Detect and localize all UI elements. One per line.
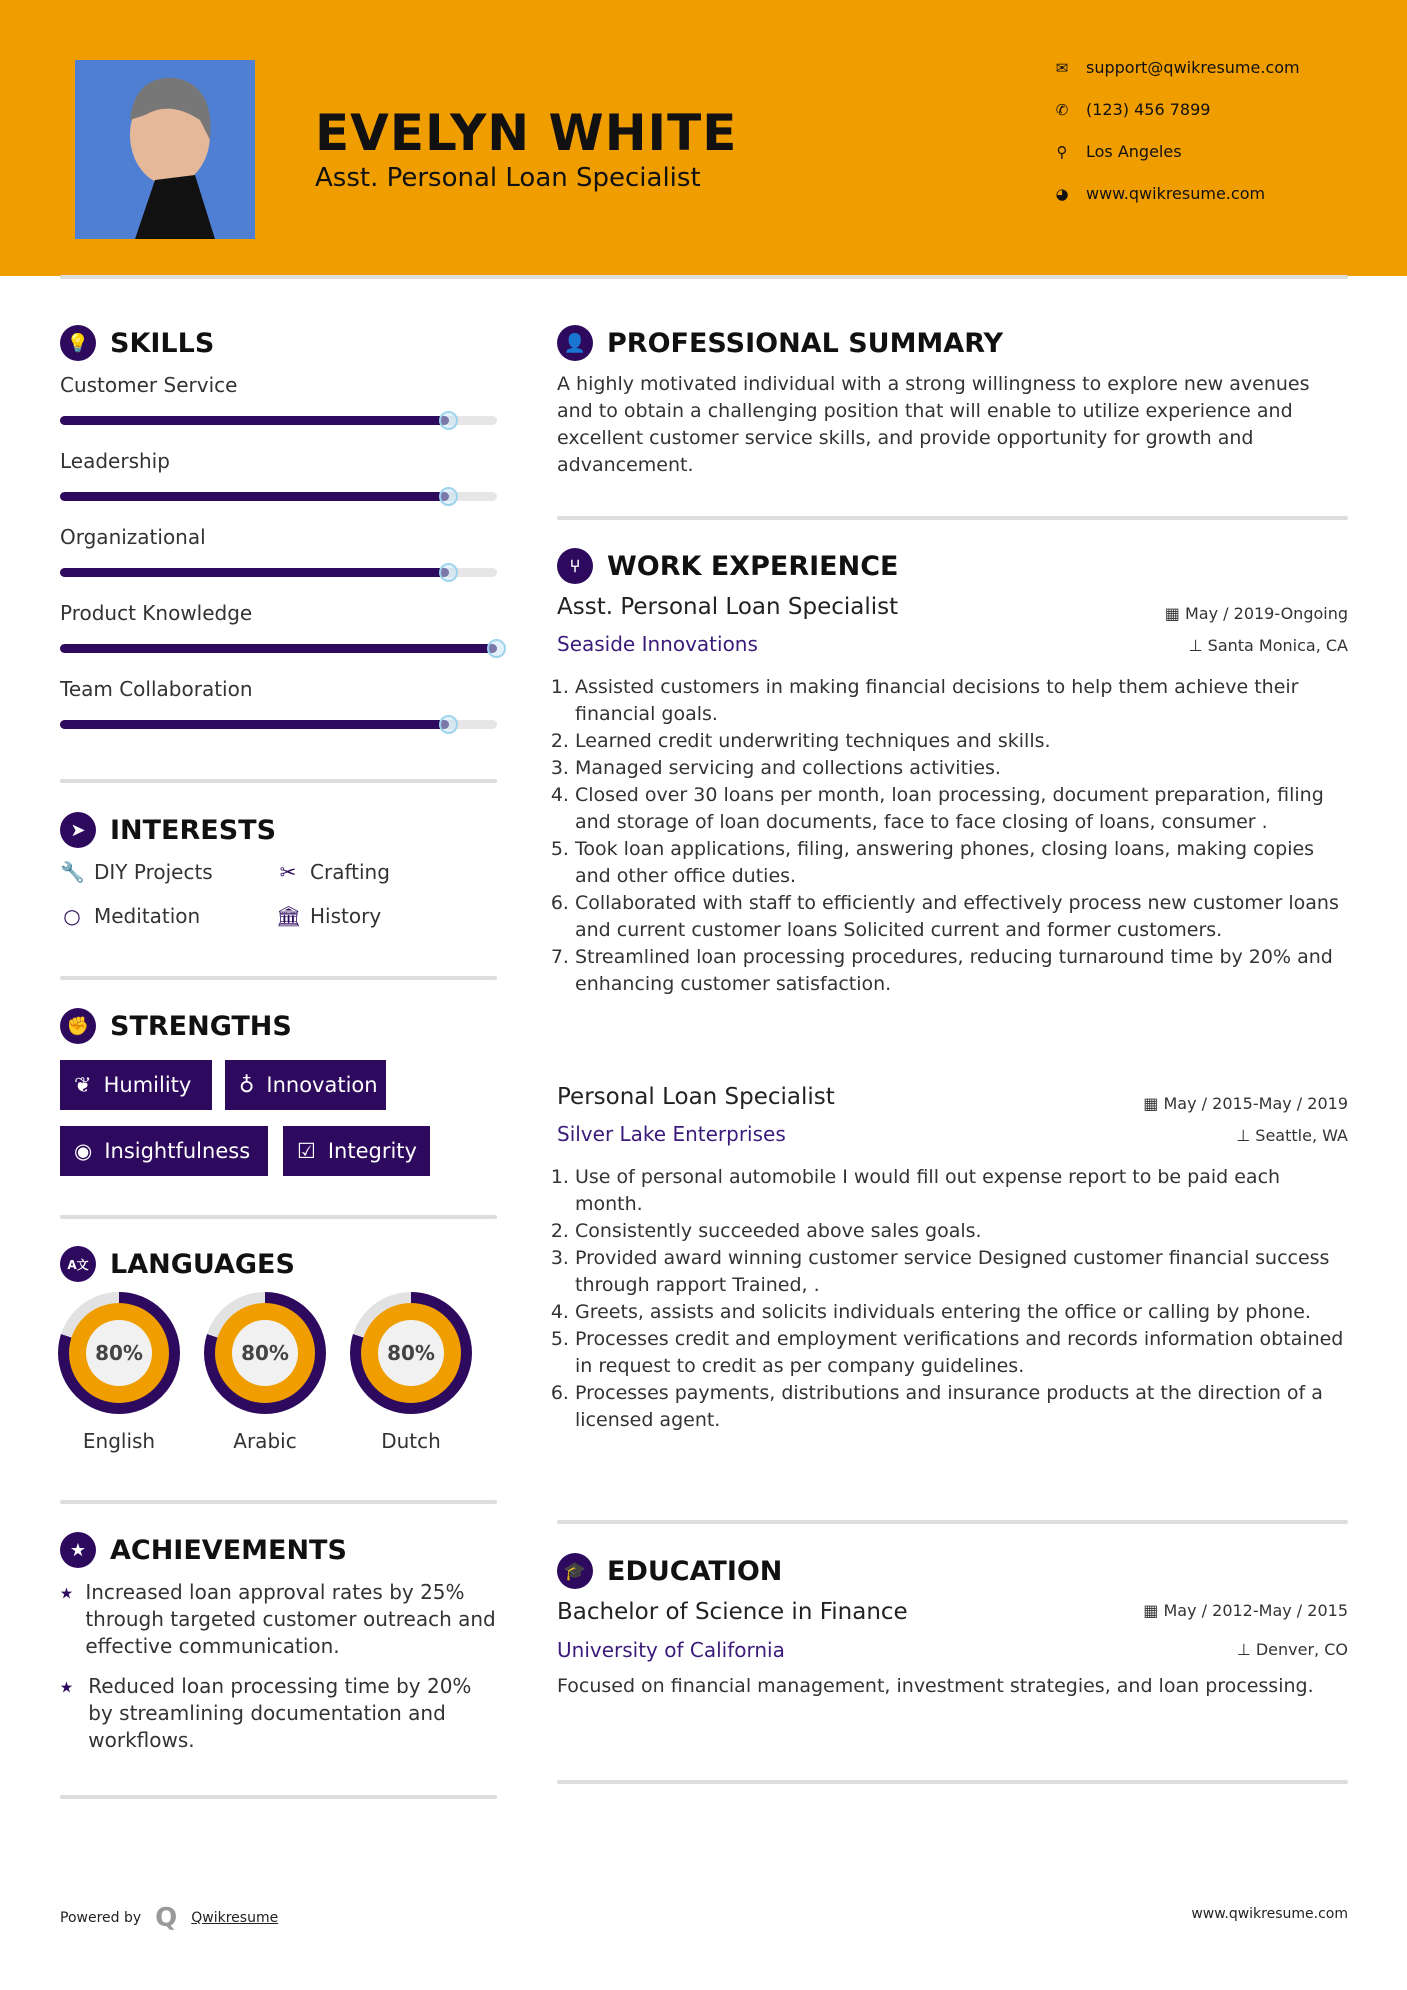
fist-icon: ✊: [60, 1008, 96, 1044]
date-text: May / 2015-May / 2019: [1163, 1094, 1348, 1113]
graduate-icon: 🎓: [557, 1553, 593, 1589]
divider: [60, 779, 497, 783]
skill-bar-fill: [60, 720, 449, 729]
tag-label: Insightfulness: [104, 1139, 251, 1163]
contact-website[interactable]: [1052, 184, 1265, 203]
strength-tag: [60, 1060, 212, 1110]
skill-bar-fill: [60, 644, 497, 653]
map-marker-icon: ⚲: [1056, 142, 1068, 161]
heading-text: STRENGTHS: [110, 1010, 292, 1042]
eye-icon: ◉: [74, 1139, 93, 1163]
language-percent: 80%: [378, 1320, 444, 1386]
job-bullet: 5. Processes credit and employment verifications and records information obtained in request to credit as per company guidelines.: [575, 1326, 1348, 1380]
user-icon: 👤: [557, 325, 593, 361]
divider: [60, 976, 497, 980]
language-name: Dutch: [381, 1429, 441, 1453]
divider: [60, 1795, 497, 1799]
checkbox-icon: ☑: [297, 1139, 316, 1163]
candidate-title: Asst. Personal Loan Specialist: [315, 163, 701, 193]
interest-label: History: [310, 904, 382, 928]
pushpin-icon: ⊥: [1236, 1640, 1256, 1659]
divider: [557, 1780, 1348, 1784]
skill-bar: [60, 644, 497, 653]
education-date: [1143, 1601, 1348, 1620]
strength-tag: [283, 1126, 430, 1176]
job-bullet: 3. Managed servicing and collections activities.: [575, 755, 1348, 782]
skill-bar: [60, 568, 497, 577]
skill-label: Team Collaboration: [60, 677, 253, 701]
education-text: Focused on financial management, investment strategies, and loan processing.: [557, 1675, 1314, 1697]
achievement-item: [60, 1579, 500, 1660]
job-bullet: 5. Took loan applications, filing, answering phones, closing loans, making copies and other office duties.: [575, 836, 1348, 890]
skill-bar-knob: [439, 411, 458, 430]
skill-bar: [60, 720, 497, 729]
education-location: [1237, 1640, 1348, 1659]
degree: Bachelor of Science in Finance: [557, 1599, 908, 1625]
tag-label: Humility: [103, 1073, 192, 1097]
heading-text: LANGUAGES: [110, 1248, 295, 1280]
job-bullets: [557, 1164, 1348, 1434]
skill-bar-knob: [439, 487, 458, 506]
achievement-item: [60, 1673, 500, 1754]
interest-item: [60, 904, 200, 928]
job-bullet: 7. Streamlined loan processing procedures, reducing turnaround time by 20% and enhancing customer satisfaction.: [575, 944, 1348, 998]
achievements-heading: [60, 1532, 347, 1568]
skill-label: Organizational: [60, 525, 206, 549]
skill-bar: [60, 492, 497, 501]
contact-email[interactable]: [1052, 58, 1300, 77]
stars-icon: ⭑: [60, 1672, 73, 1700]
location-text: Denver, CO: [1255, 1640, 1348, 1659]
pushpin-icon: ⊥: [1188, 636, 1208, 655]
profile-photo: [75, 60, 255, 239]
language-percent: 80%: [232, 1320, 298, 1386]
strengths-heading: [60, 1008, 292, 1044]
paper-plane-icon: ➤: [60, 812, 96, 848]
job-bullet: 3. Provided award winning customer service Designed customer financial success through rapport Trained, .: [575, 1245, 1348, 1299]
languages-heading: [60, 1246, 295, 1282]
job-bullet: 2. Consistently succeeded above sales goals.: [575, 1218, 1348, 1245]
candidate-name: EVELYN WHITE: [315, 104, 738, 162]
language-name: Arabic: [233, 1429, 297, 1453]
job-bullet: 4. Greets, assists and solicits individuals entering the office or calling by phone.: [575, 1299, 1348, 1326]
language-donut: [58, 1292, 180, 1414]
job-bullet: 4. Closed over 30 loans per month, loan processing, document preparation, filing and storage of loan documents, face to face closing of loans, consumer .: [575, 782, 1348, 836]
skill-bar-knob: [487, 639, 506, 658]
divider: [60, 1215, 497, 1219]
interest-item: [60, 860, 213, 884]
language-percent: 80%: [86, 1320, 152, 1386]
lightbulb-icon: 💡: [60, 325, 96, 361]
work-heading: [557, 548, 898, 584]
tag-label: Innovation: [266, 1073, 378, 1097]
skill-bar-fill: [60, 416, 449, 425]
school: University of California: [557, 1638, 785, 1662]
date-text: May / 2019-Ongoing: [1185, 604, 1348, 623]
lightbulb-icon: ♁: [239, 1073, 255, 1097]
tag-label: Integrity: [327, 1139, 417, 1163]
star-badge-icon: ★: [60, 1532, 96, 1568]
skill-label: Customer Service: [60, 373, 238, 397]
calendar-icon: ▦: [1143, 1094, 1164, 1113]
job-title: Personal Loan Specialist: [557, 1084, 835, 1110]
contact-text: (123) 456 7899: [1086, 100, 1211, 119]
skill-label: Product Knowledge: [60, 601, 253, 625]
heading-text: WORK EXPERIENCE: [607, 550, 899, 582]
divider: [60, 1500, 497, 1504]
strength-tag: [225, 1060, 386, 1110]
heading-text: INTERESTS: [110, 814, 277, 846]
job-date: [1165, 604, 1348, 623]
achievement-text: Reduced loan processing time by 20% by streamlining documentation and workflows.: [88, 1674, 472, 1752]
interests-heading: [60, 812, 276, 848]
brand-link[interactable]: Qwikresume: [191, 1910, 279, 1926]
job-bullet: 1. Use of personal automobile I would fill out expense report to be paid each month.: [575, 1164, 1348, 1218]
interest-label: Crafting: [310, 860, 390, 884]
interest-label: DIY Projects: [94, 860, 213, 884]
interest-item: [276, 904, 381, 928]
contact-text: Los Angeles: [1086, 142, 1182, 161]
skill-bar-knob: [439, 715, 458, 734]
office-chair-icon: ⑂: [557, 548, 593, 584]
job-location: [1236, 1126, 1348, 1145]
contact-phone: [1052, 100, 1210, 119]
job-bullet: 1. Assisted customers in making financial decisions to help them achieve their financial goals.: [575, 674, 1348, 728]
translate-icon: A文: [60, 1246, 96, 1282]
summary-text: A highly motivated individual with a strong willingness to explore new avenues and to obtain a challenging position that will enable to utilize experience and excellent customer service skills, and provide opportunity for growth and advancement.: [557, 373, 1310, 476]
job-bullet: 6. Processes payments, distributions and insurance products at the direction of a licensed agent.: [575, 1380, 1348, 1434]
language-donut: [204, 1292, 326, 1414]
skill-bar: [60, 416, 497, 425]
stars-icon: ⭑: [60, 1578, 73, 1606]
wrench-icon: 🔧: [60, 860, 85, 884]
circle-icon: ○: [63, 904, 81, 928]
bank-icon: 🏛: [276, 904, 302, 928]
interest-label: Meditation: [94, 904, 201, 928]
globe-icon: ◕: [1055, 184, 1069, 203]
job-bullets: [557, 674, 1348, 998]
interest-item: [276, 860, 390, 884]
job-title: Asst. Personal Loan Specialist: [557, 594, 899, 620]
job-date: [1143, 1094, 1348, 1113]
location-text: Santa Monica, CA: [1207, 636, 1348, 655]
contact-text: www.qwikresume.com: [1086, 184, 1266, 203]
calendar-icon: ▦: [1164, 604, 1185, 623]
powered-by-text: Powered by: [60, 1910, 142, 1926]
leaf-icon: ❦: [74, 1073, 92, 1097]
skill-bar-fill: [60, 568, 449, 577]
heading-text: EDUCATION: [607, 1555, 783, 1587]
heading-text: SKILLS: [110, 327, 215, 359]
job-bullet: 2. Learned credit underwriting techniques and skills.: [575, 728, 1348, 755]
pushpin-icon: ⊥: [1236, 1126, 1256, 1145]
divider: [557, 516, 1348, 520]
job-location: [1189, 636, 1348, 655]
calendar-icon: ▦: [1143, 1601, 1164, 1620]
divider: [557, 1520, 1348, 1524]
achievement-text: Increased loan approval rates by 25% through targeted customer outreach and effective communication.: [85, 1580, 496, 1658]
company: Seaside Innovations: [557, 632, 758, 656]
skill-bar-knob: [439, 563, 458, 582]
skills-heading: [60, 325, 214, 361]
envelope-icon: ✉: [1055, 58, 1069, 77]
heading-text: ACHIEVEMENTS: [110, 1534, 347, 1566]
summary-heading: [557, 325, 1003, 361]
skill-bar-fill: [60, 492, 449, 501]
location-text: Seattle, WA: [1255, 1126, 1348, 1145]
education-heading: [557, 1553, 782, 1589]
language-name: English: [82, 1429, 156, 1453]
scissors-icon: ✂: [279, 860, 297, 884]
date-text: May / 2012-May / 2015: [1163, 1601, 1348, 1620]
phone-icon: ✆: [1055, 100, 1069, 119]
job-bullet: 6. Collaborated with staff to efficiently and effectively process new customer loans and current customer loans Solicited current and former customers.: [575, 890, 1348, 944]
contact-text: support@qwikresume.com: [1086, 58, 1300, 77]
skill-label: Leadership: [60, 449, 170, 473]
qwikresume-logo-icon: Q: [155, 1903, 178, 1933]
strength-tag: [60, 1126, 268, 1176]
divider: [60, 275, 1348, 279]
language-donut: [350, 1292, 472, 1414]
company: Silver Lake Enterprises: [557, 1122, 786, 1146]
heading-text: PROFESSIONAL SUMMARY: [607, 327, 1004, 359]
contact-location: [1052, 142, 1182, 161]
footer-left: [60, 1903, 278, 1933]
footer-url[interactable]: www.qwikresume.com: [1191, 1906, 1348, 1922]
